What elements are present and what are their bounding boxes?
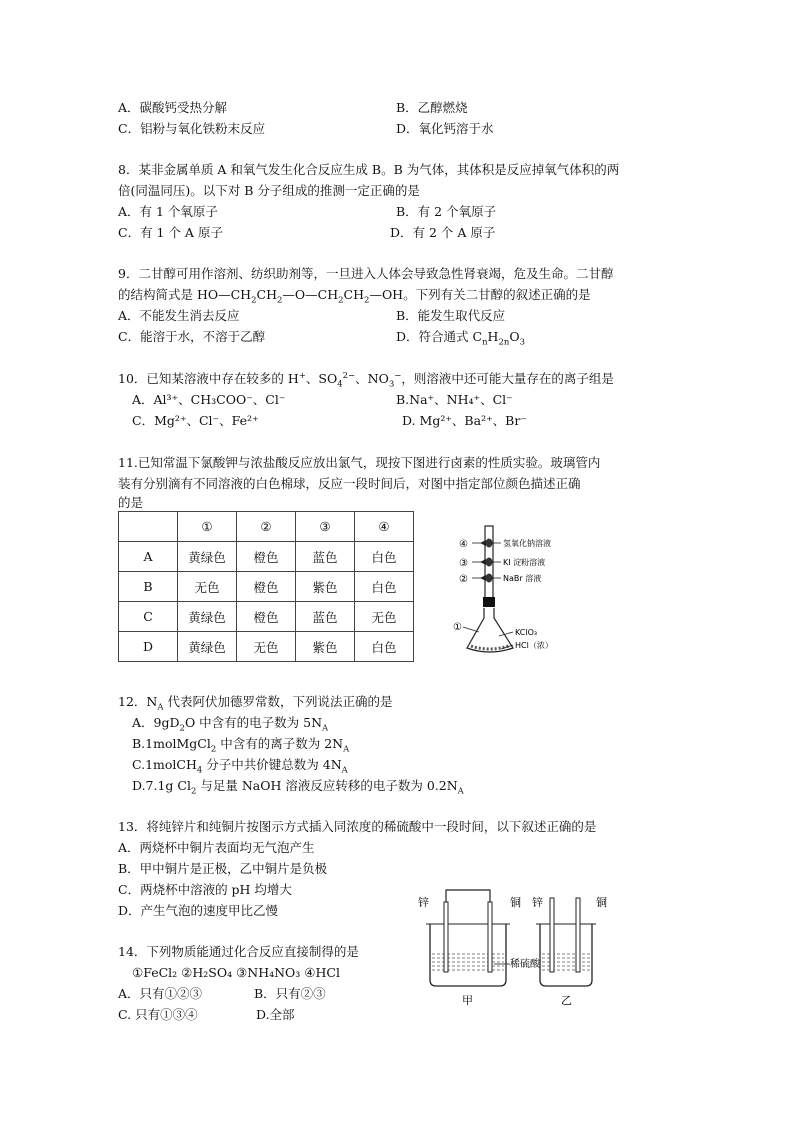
table-cell: ② <box>237 512 296 542</box>
label-cu-jia: 铜 <box>510 896 521 909</box>
q11-stem-line1: 11.已知常温下氯酸钾与浓盐酸反应放出氯气，现按下图进行卤素的性质实验。玻璃管内 <box>118 455 601 470</box>
q13-option-c: C．两烧杯中溶液的 pH 均增大 <box>118 882 292 897</box>
q14-items: ①FeCl₂ ②H₂SO₄ ③NH₄NO₃ ④HCl <box>132 965 340 980</box>
table-cell: 橙色 <box>237 602 296 632</box>
label-ki-starch: KI 淀粉溶液 <box>503 558 546 567</box>
q11-apparatus-figure <box>455 522 605 662</box>
label-cu-yi: 铜 <box>596 896 607 909</box>
q10-stem: 10．已知某溶液中存在较多的 H+、$SO_4^{2-}$、$NO_3^-$，则溶液中还可能大量存在的离子组是 <box>118 370 614 390</box>
q9-option-b: B．能发生取代反应 <box>396 308 506 323</box>
q12-option-d: D.7.1g $Cl_2$ 与足量 NaOH 溶液反应转移的电子数为 $0.2N_A$ <box>132 778 464 797</box>
q8-option-c: C．有 1 个 A 原子 <box>118 225 223 240</box>
q9-option-d: D．符合通式 $C_nH_{2n}O_3$ <box>396 329 526 348</box>
table-cell: ① <box>178 512 237 542</box>
q12-stem: 12．$N_A$ 代表阿伏加德罗常数，下列说法正确的是 <box>118 694 393 713</box>
q7-option-d: D．氧化钙溶于水 <box>396 121 494 136</box>
q9-stem-line1: 9．二甘醇可用作溶剂、纺织助剂等，一旦进入人体会导致急性肾衰竭，危及生命。二甘醇 <box>118 266 614 281</box>
table-cell: 无色 <box>178 572 237 602</box>
zinc-plate-yi <box>550 898 554 972</box>
table-cell: 无色 <box>355 602 414 632</box>
label-dilute-acid: 稀硫酸 <box>510 959 540 970</box>
q8-option-d: D．有 2 个 A 原子 <box>390 225 496 240</box>
stopper <box>483 597 495 607</box>
zinc-plate-jia <box>444 902 448 972</box>
table-row <box>119 542 414 572</box>
acid-liquid-yi <box>542 954 590 970</box>
label-naoh: 氢氧化钠溶液 <box>503 539 551 548</box>
table-cell: 黄绿色 <box>178 602 237 632</box>
table-cell <box>119 512 178 542</box>
table-cell: B <box>119 572 178 602</box>
table-cell: C <box>119 602 178 632</box>
q12-option-a: A．$9gD_2O$ 中含有的电子数为 $5N_A$ <box>132 715 329 734</box>
q14-option-c: C. 只有①③④ <box>118 1007 198 1022</box>
table-cell: ③ <box>296 512 355 542</box>
marker-2: ② <box>459 574 468 585</box>
q7-option-a: A．碳酸钙受热分解 <box>118 100 228 115</box>
q10-option-a: A．Al³⁺、CH₃COO⁻、Cl⁻ <box>132 392 286 407</box>
label-hcl: HCl（浓） <box>515 641 553 650</box>
marker-3: ③ <box>459 558 468 569</box>
q8-option-b: B．有 2 个氧原子 <box>396 204 497 219</box>
q13-option-b: B．甲中铜片是正极，乙中铜片是负极 <box>118 861 328 876</box>
q9-option-a: A．不能发生消去反应 <box>118 308 240 323</box>
table-cell: 白色 <box>355 542 414 572</box>
table-row <box>119 602 414 632</box>
marker-1: ① <box>453 622 462 633</box>
table-cell: A <box>119 542 178 572</box>
copper-plate-yi <box>576 898 580 972</box>
q8-stem-line1: 8．某非金属单质 A 和氧气发生化合反应生成 B。B 为气体，其体积是反应掉氧气体积的两 <box>118 162 620 177</box>
table-cell: 蓝色 <box>296 602 355 632</box>
q13-stem: 13．将纯锌片和纯铜片按图示方式插入同浓度的稀硫酸中一段时间，以下叙述正确的是 <box>118 819 597 834</box>
q12-option-c: C.1molCH$_4$ 分子中共价键总数为 $4N_A$ <box>132 757 348 776</box>
q8-option-a: A．有 1 个氧原子 <box>118 204 218 219</box>
beaker-yi <box>540 924 592 986</box>
table-cell: 无色 <box>237 632 296 662</box>
table-cell: 蓝色 <box>296 542 355 572</box>
q7-option-b: B．乙醇燃烧 <box>396 100 468 115</box>
q14-option-a: A．只有①②③ <box>118 986 203 1001</box>
table-cell: 白色 <box>355 572 414 602</box>
q11-answer-table <box>118 511 414 662</box>
table-row <box>119 632 414 662</box>
table-cell: 黄绿色 <box>178 542 237 572</box>
q13-option-a: A．两烧杯中铜片表面均无气泡产生 <box>118 840 315 855</box>
q13-beakers-figure <box>410 880 620 1015</box>
q9-stem-line2: 的结构简式是 $HO—CH_2CH_2—O—CH_2CH_2—OH$。下列有关二甘醇的叙述正确的是 <box>118 287 591 306</box>
table-header-row <box>119 512 414 542</box>
table-cell: 橙色 <box>237 542 296 572</box>
table-row <box>119 572 414 602</box>
label-zn-yi: 锌 <box>532 896 543 909</box>
q10-option-b: B.Na⁺、NH₄⁺、Cl⁻ <box>396 392 513 407</box>
q10-option-d: D. Mg²⁺、Ba²⁺、Br⁻ <box>402 413 527 428</box>
label-zn-jia: 锌 <box>418 896 429 909</box>
label-kclo3: KClO₃ <box>515 628 538 637</box>
beaker-jia <box>430 924 506 986</box>
q14-option-d: D.全部 <box>256 1007 295 1022</box>
label-nabr: NaBr 溶液 <box>503 574 542 583</box>
table-cell: 黄绿色 <box>178 632 237 662</box>
table-cell: ④ <box>355 512 414 542</box>
q7-option-c: C．铝粉与氧化铁粉末反应 <box>118 121 266 136</box>
connecting-wire <box>446 890 490 902</box>
q11-stem-line2: 装有分别滴有不同溶液的白色棉球，反应一段时间后，对图中指定部位颜色描述正确 <box>118 476 581 491</box>
label-jia: 甲 <box>462 994 473 1007</box>
label-yi: 乙 <box>561 994 572 1007</box>
q10-option-c: C．Mg²⁺、Cl⁻、Fe²⁺ <box>132 413 259 428</box>
q12-option-b: B.1molMgCl$_2$ 中含有的离子数为 $2N_A$ <box>132 736 350 755</box>
q14-stem: 14．下列物质能通过化合反应直接制得的是 <box>118 944 359 959</box>
q8-stem-line2: 倍(同温同压)。以下对 B 分子组成的推测一定正确的是 <box>118 183 420 198</box>
table-cell: 白色 <box>355 632 414 662</box>
copper-plate-jia <box>488 902 492 972</box>
q9-option-c: C．能溶于水，不溶于乙醇 <box>118 329 266 344</box>
table-cell: D <box>119 632 178 662</box>
table-cell: 紫色 <box>296 632 355 662</box>
table-cell: 紫色 <box>296 572 355 602</box>
q13-option-d: D．产生气泡的速度甲比乙慢 <box>118 903 279 918</box>
q14-option-b: B．只有②③ <box>254 986 326 1001</box>
marker-4: ④ <box>459 539 468 550</box>
table-cell: 橙色 <box>237 572 296 602</box>
q11-stem-line3: 的是 <box>118 495 144 510</box>
acid-liquid-jia <box>432 954 504 970</box>
